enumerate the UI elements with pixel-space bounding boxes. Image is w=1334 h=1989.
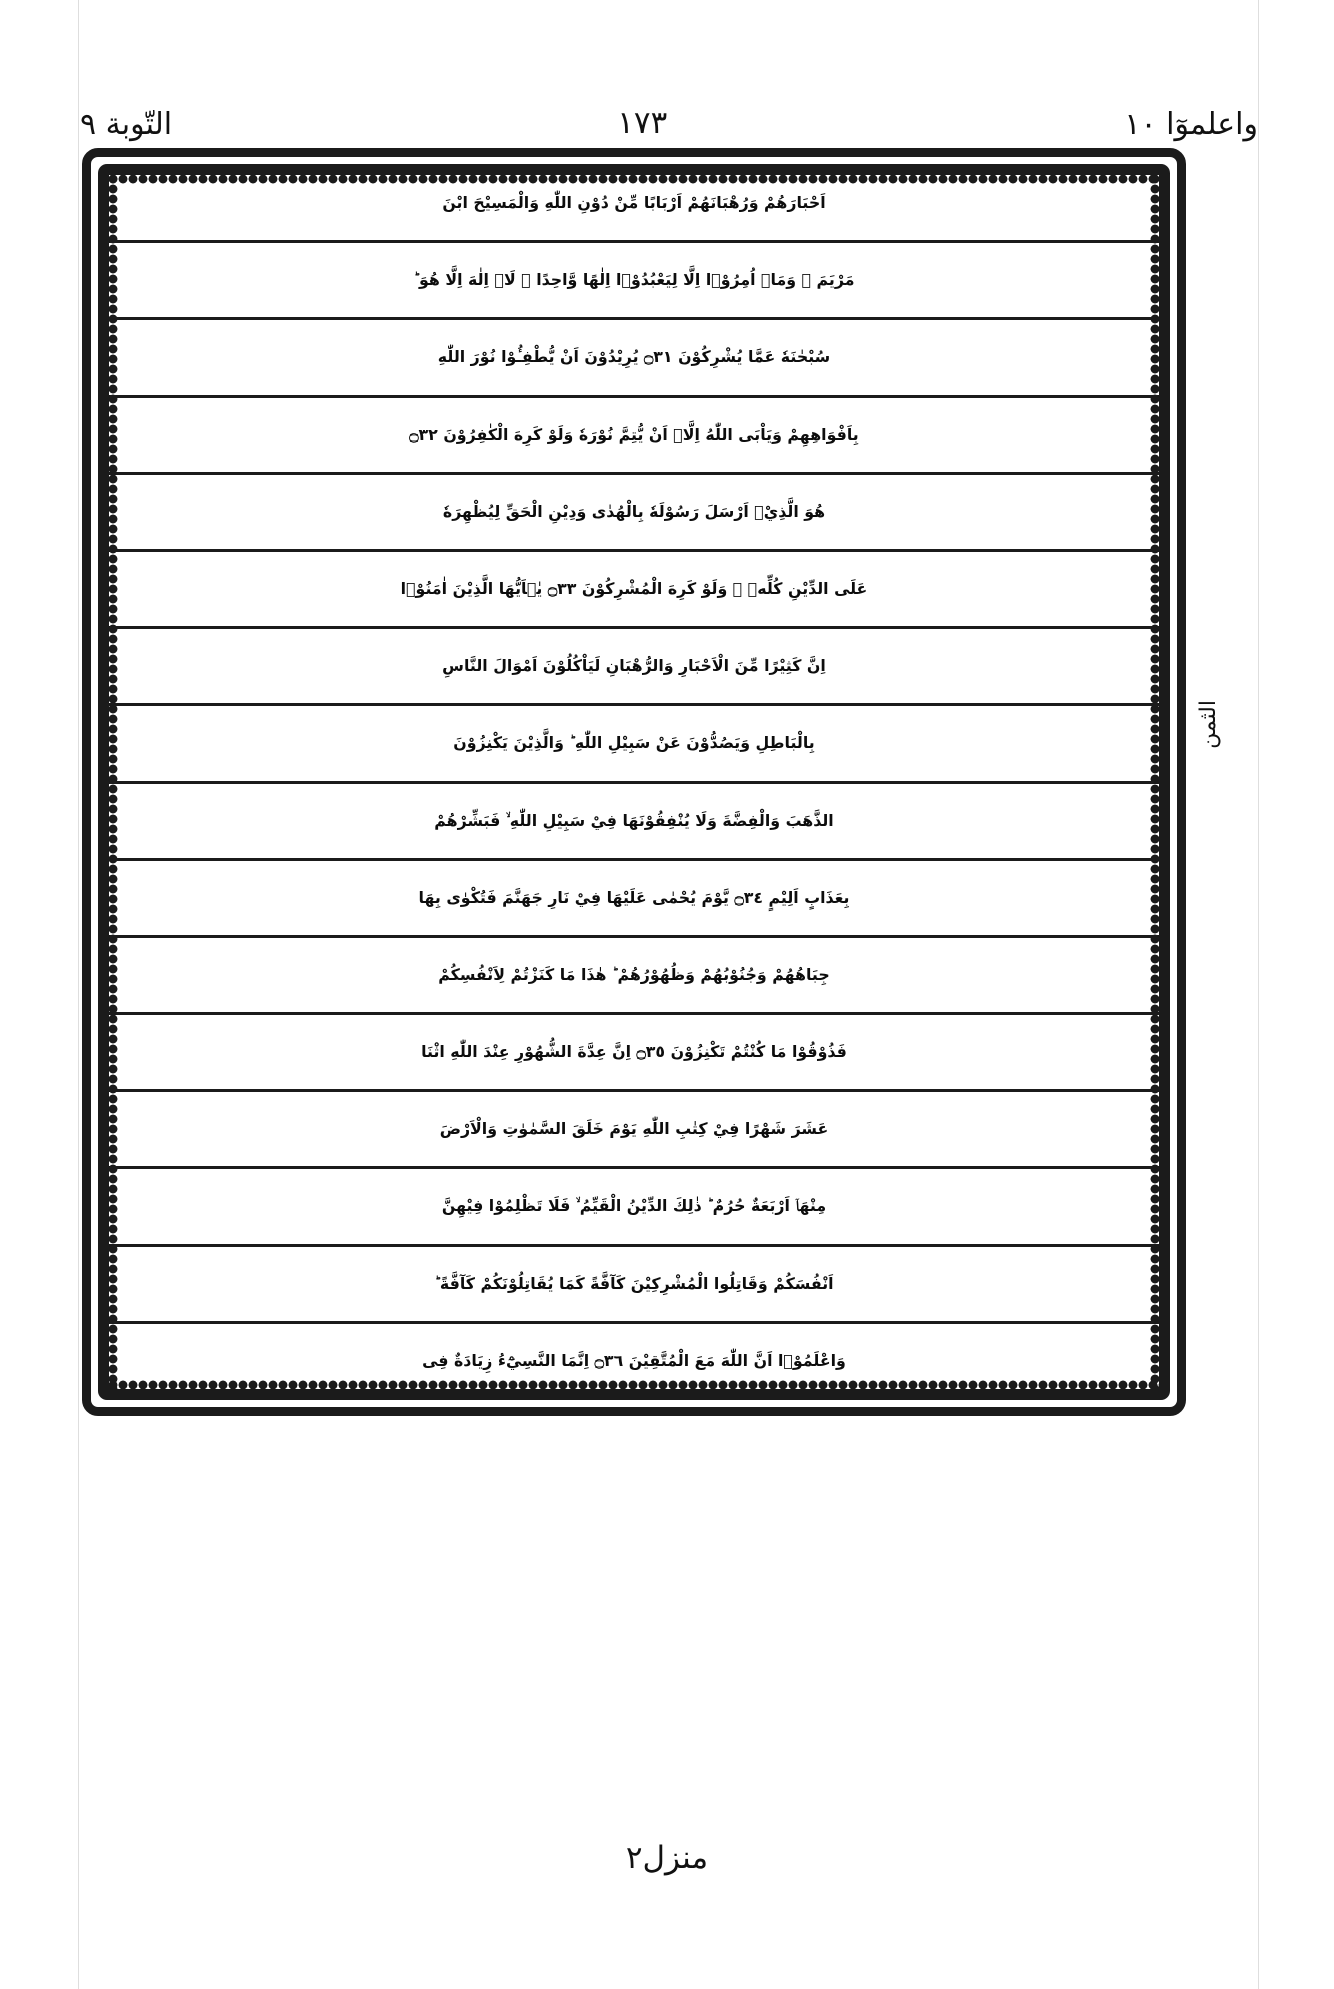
ayah-line bbox=[104, 166, 1164, 243]
trim-guide-left bbox=[78, 0, 79, 1989]
ayah-line bbox=[104, 552, 1164, 629]
ayah-line bbox=[104, 1247, 1164, 1324]
ayah-text: اَحْبَارَهُمْ وَرُهْبَانَهُمْ اَرْبَابًا مِّنْ دُوْنِ اللّٰهِ وَالْمَسِيْحَ ابْنَ bbox=[442, 193, 826, 213]
ayah-text: مَرْيَمَ ۚ وَمَاۤ اُمِرُوْۤا اِلَّا لِيَعْبُدُوْۤا اِلٰهًا وَّاحِدًا ۚ لَاۤ اِلٰهَ اِلَّا هُوَ ؕ bbox=[413, 270, 855, 290]
ayah-line bbox=[104, 320, 1164, 397]
ayah-line bbox=[104, 938, 1164, 1015]
ayah-text: جِبَاهُهُمْ وَجُنُوْبُهُمْ وَظُهُوْرُهُمْ ؕ هٰذَا مَا كَنَزْتُمْ لِاَنْفُسِكُمْ bbox=[438, 964, 830, 984]
manzil-label: منزل٢ bbox=[625, 1840, 709, 1876]
ayah-text: سُبْحٰنَهٗ عَمَّا يُشْرِكُوْنَ ۝٣١ يُرِيْدُوْنَ اَنْ يُّطْفِـُٔوْا نُوْرَ اللّٰهِ bbox=[437, 347, 831, 367]
ayah-line bbox=[104, 784, 1164, 861]
ayah-text: بِاَفْوَاهِهِمْ وَيَاْبَى اللّٰهُ اِلَّاۤ اَنْ يُّتِمَّ نُوْرَهٗ وَلَوْ كَرِهَ الْكٰفِرُوْنَ ۝٣٢ bbox=[409, 424, 859, 444]
trim-guide-right bbox=[1258, 0, 1259, 1989]
ayah-line bbox=[104, 1092, 1164, 1169]
quran-text-block bbox=[104, 166, 1164, 1398]
ayah-text: اِنَّ كَثِيْرًا مِّنَ الْاَحْبَارِ وَالرُّهْبَانِ لَيَاْكُلُوْنَ اَمْوَالَ النَّاسِ bbox=[442, 656, 826, 676]
ayah-line bbox=[104, 243, 1164, 320]
ayah-line bbox=[104, 1015, 1164, 1092]
ayah-text: عَشَرَ شَهْرًا فِيْ كِتٰبِ اللّٰهِ يَوْمَ خَلَقَ السَّمٰوٰتِ وَالْاَرْضَ bbox=[439, 1119, 829, 1139]
ayah-text: فَذُوْقُوْا مَا كُنْتُمْ تَكْنِزُوْنَ ۝٣٥ اِنَّ عِدَّةَ الشُّهُوْرِ عِنْدَ اللّٰهِ اثْنَا bbox=[421, 1042, 847, 1062]
page-footer bbox=[0, 1840, 1334, 1876]
ayah-line bbox=[104, 398, 1164, 475]
ayah-text: هُوَ الَّذِيْۤ اَرْسَلَ رَسُوْلَهٗ بِالْهُدٰى وَدِيْنِ الْحَقِّ لِيُظْهِرَهٗ bbox=[442, 501, 826, 521]
ayah-text: بِعَذَابٍ اَلِيْمٍ ۝٣٤ يَّوْمَ يُحْمٰى عَلَيْهَا فِيْ نَارِ جَهَنَّمَ فَتُكْوٰى بِهَا bbox=[418, 887, 850, 907]
ayah-line bbox=[104, 706, 1164, 783]
ayah-text: بِالْبَاطِلِ وَيَصُدُّوْنَ عَنْ سَبِيْلِ اللّٰهِ ؕ وَالَّذِيْنَ يَكْنِزُوْنَ bbox=[453, 733, 815, 753]
surah-label: التّوبة ٩ bbox=[80, 106, 173, 142]
ayah-line bbox=[104, 629, 1164, 706]
ayah-text: عَلَى الدِّيْنِ كُلِّهٖ ۙ وَلَوْ كَرِهَ الْمُشْرِكُوْنَ ۝٣٣ يٰۤاَيُّهَا الَّذِيْنَ اٰمَنُوْۤا bbox=[400, 578, 868, 598]
page-header bbox=[80, 78, 1258, 140]
ayah-line bbox=[104, 1324, 1164, 1398]
ayah-text: مِنْهَاۤ اَرْبَعَةٌ حُرُمٌ ؕ ذٰلِكَ الدِّيْنُ الْقَيِّمُ ۙ فَلَا تَظْلِمُوْا فِيْهِنَّ bbox=[441, 1196, 827, 1216]
ayah-line bbox=[104, 861, 1164, 938]
ayah-text: وَاعْلَمُوْۤا اَنَّ اللّٰهَ مَعَ الْمُتَّقِيْنَ ۝٣٦ اِنَّمَا النَّسِيْٓءُ زِيَادَةٌ فِى bbox=[422, 1350, 846, 1370]
ayah-text: اَنْفُسَكُمْ وَقَاتِلُوا الْمُشْرِكِيْنَ كَآفَّةً كَمَا يُقَاتِلُوْنَكُمْ كَآفَّةً ؕ bbox=[434, 1273, 834, 1293]
page-number: ١٧٣ bbox=[617, 105, 668, 142]
ayah-line bbox=[104, 475, 1164, 552]
ayah-text: الذَّهَبَ وَالْفِضَّةَ وَلَا يُنْفِقُوْنَهَا فِيْ سَبِيْلِ اللّٰهِ ۙ فَبَشِّرْهُمْ bbox=[434, 810, 834, 830]
juz-label: واعلموٓا ١٠ bbox=[1124, 106, 1258, 142]
ayah-line bbox=[104, 1169, 1164, 1246]
margin-thumn-marker: الثمن bbox=[1196, 700, 1221, 749]
